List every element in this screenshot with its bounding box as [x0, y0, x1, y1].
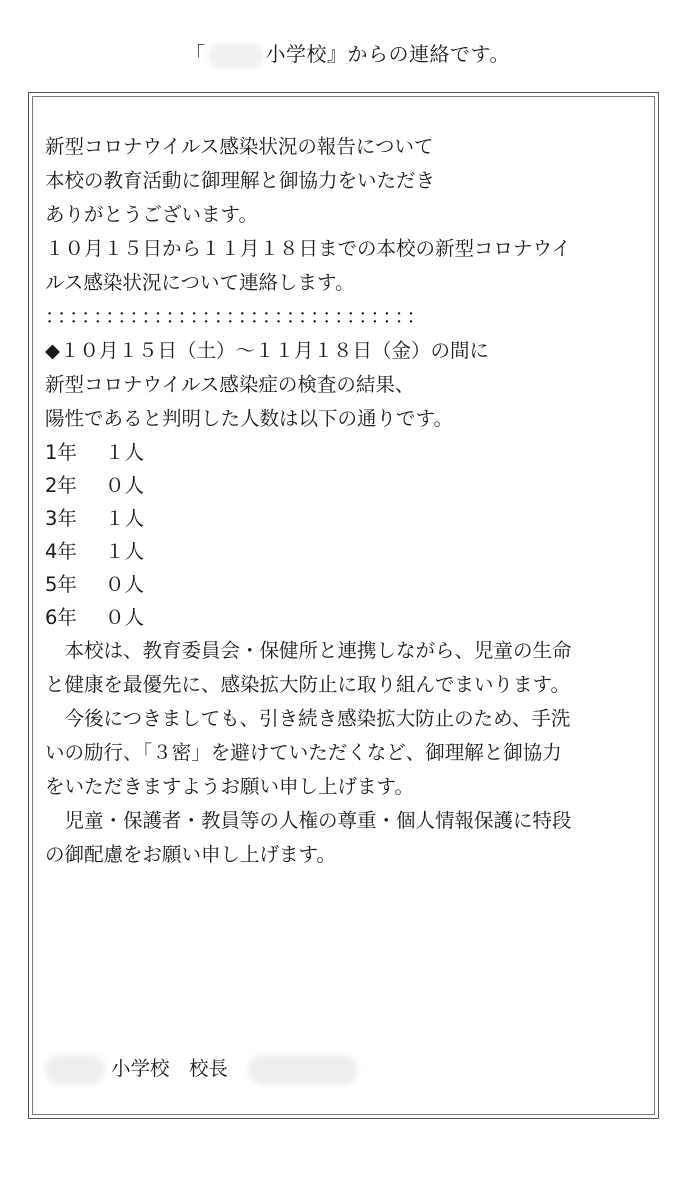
- closing-line-1: 本校は、教育委員会・保健所と連携しながら、児童の生命: [45, 639, 572, 662]
- closing-line-2: と健康を最優先に、感染拡大防止に取り組んでまいります。: [45, 673, 570, 696]
- grade-count: ０人: [105, 606, 145, 629]
- period-line: ◆１０月１５日（土）～１１月１８日（金）の間に: [45, 339, 489, 362]
- grade-count: １人: [105, 507, 145, 530]
- grade-row: [45, 502, 645, 535]
- grade-label: 2年: [45, 474, 77, 497]
- grade-row: [45, 535, 645, 568]
- closing-line-7: の御配慮をお願い申し上げます。: [45, 843, 336, 866]
- grade-label: 3年: [45, 507, 77, 530]
- closing-line-6: 児童・保護者・教員等の人権の尊重・個人情報保護に特段: [45, 809, 572, 832]
- redacted-principal-name: [248, 1055, 358, 1085]
- grade-label: 6年: [45, 606, 77, 629]
- closing-line-3: 今後につきましても、引き続き感染拡大防止のため、手洗: [45, 707, 571, 730]
- grade-count: １人: [105, 540, 145, 563]
- header-open-bracket: 「: [185, 42, 206, 66]
- notice-body: [45, 130, 645, 872]
- grade-count: ０人: [105, 573, 145, 596]
- result-line-1: 新型コロナウイルス感染症の検査の結果、: [45, 373, 415, 396]
- signature-text: 小学校 校長: [111, 1057, 229, 1080]
- grade-label: 1年: [45, 441, 77, 464]
- grade-label: 4年: [45, 540, 77, 563]
- intro-line-3a: １０月１５日から１１月１８日までの本校の新型コロナウイ: [45, 237, 571, 260]
- intro-line-3b: ルス感染状況について連絡します。: [45, 271, 355, 294]
- grade-row: [45, 601, 645, 634]
- notice-title: 新型コロナウイルス感染状況の報告について: [45, 135, 434, 158]
- intro-line-2: ありがとうございます。: [45, 203, 258, 226]
- redacted-school-name-signature: [45, 1055, 105, 1085]
- closing-line-5: をいただきますようお願い申し上げます。: [45, 775, 414, 798]
- redacted-school-name: [208, 43, 264, 69]
- grade-list: [45, 436, 645, 634]
- signature: [45, 1053, 358, 1085]
- dotted-divider: ：：：：：：：：：：：：：：：：：：：：：：：：：：：：：：：: [45, 305, 429, 328]
- header-school-suffix: 小学校』からの連絡です。: [265, 42, 510, 66]
- message-header: [0, 38, 695, 69]
- grade-row: [45, 469, 645, 502]
- grade-row: [45, 568, 645, 601]
- grade-row: [45, 436, 645, 469]
- grade-count: ０人: [105, 474, 145, 497]
- grade-label: 5年: [45, 573, 77, 596]
- grade-count: １人: [105, 441, 145, 464]
- intro-line-1: 本校の教育活動に御理解と御協力をいただき: [45, 169, 436, 192]
- result-line-2: 陽性であると判明した人数は以下の通りです。: [45, 407, 453, 430]
- closing-line-4: いの励行、「３密」を避けていただくなど、御理解と御協力: [45, 741, 562, 764]
